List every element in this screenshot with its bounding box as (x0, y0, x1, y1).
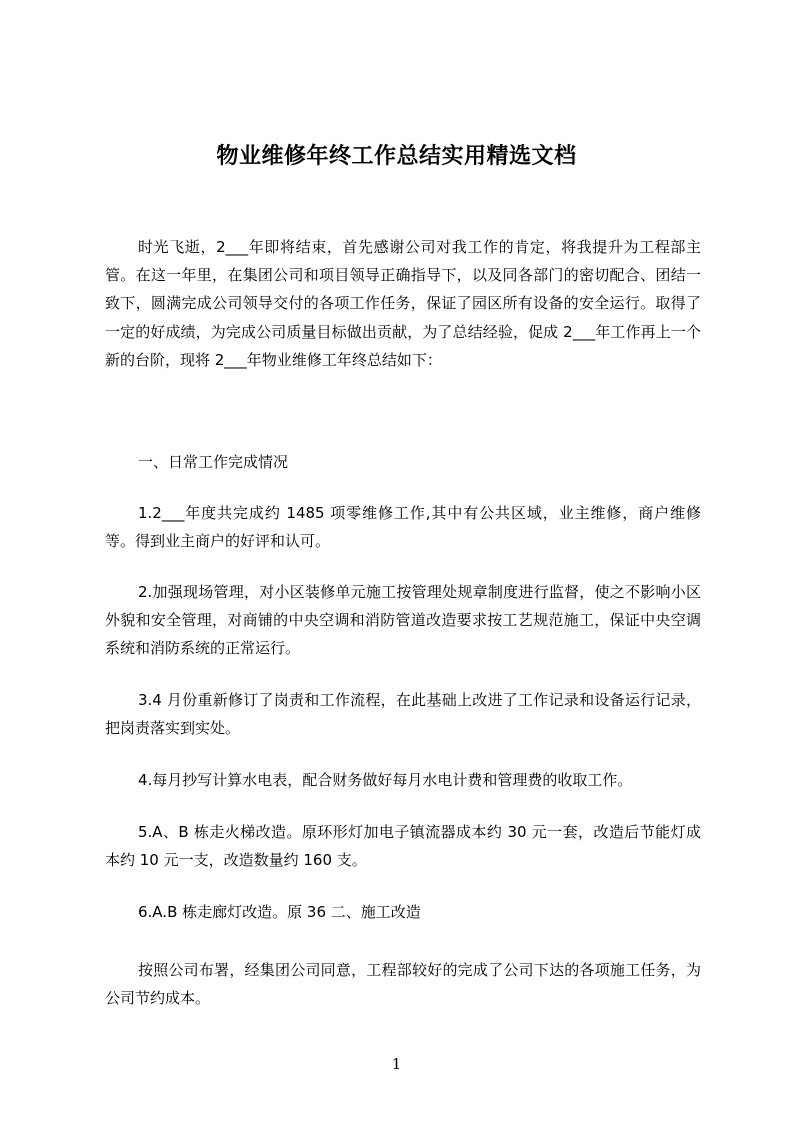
paragraph-construction: 按照公司布署，经集团公司同意，工程部较好的完成了公司下达的各项施工任务，为公司节约成本。 (105, 961, 701, 1008)
section-heading-daily-work: 一、日常工作完成情况 (138, 453, 289, 471)
paragraph-item-1: 1.2___年度共完成约 1485 项零维修工作,其中有公共区域，业主维修，商户维修等。得到业主商户的好评和认可。 (105, 504, 701, 551)
document-title: 物业维修年终工作总结实用精选文档 (216, 144, 577, 169)
paragraph-intro: 时光飞逝，2___年即将结束，首先感谢公司对我工作的肯定，将我提升为工程部主管。在这一年里，在集团公司和项目领导正确指导下，以及同各部门的密切配合、团结一致下，圆满完成公司领导交付的各项工作任务，保证了园区所有设备的安全运行。取得了一定的好成绩，为完成公司质量目标做出贡献，为了总结经验，促成 2___年工作再上一个新的台阶，现将 2___年物业维修工年终总结如下： (105, 238, 701, 369)
paragraph-item-6: 6.A.B 栋走廊灯改造。原 36 二、施工改造 (138, 903, 421, 921)
paragraph-item-3: 3.4 月份重新修订了岗责和工作流程，在此基础上改进了工作记录和设备运行记录，把岗责落实到实处。 (105, 691, 701, 738)
paragraph-item-5: 5.A、B 栋走火梯改造。原环形灯加电子镇流器成本约 30 元一套，改造后节能灯成本约 10 元一支，改造数量约 160 支。 (105, 823, 701, 870)
page-number: 1 (391, 1055, 402, 1073)
paragraph-item-4: 4.每月抄写计算水电表，配合财务做好每月水电计费和管理费的收取工作。 (138, 771, 633, 789)
paragraph-item-2: 2.加强现场管理，对小区装修单元施工按管理处规章制度进行监督，使之不影响小区外貌和安全管理，对商铺的中央空调和消防管道改造要求按工艺规范施工，保证中央空调系统和消防系统的正常运行。 (105, 583, 701, 658)
